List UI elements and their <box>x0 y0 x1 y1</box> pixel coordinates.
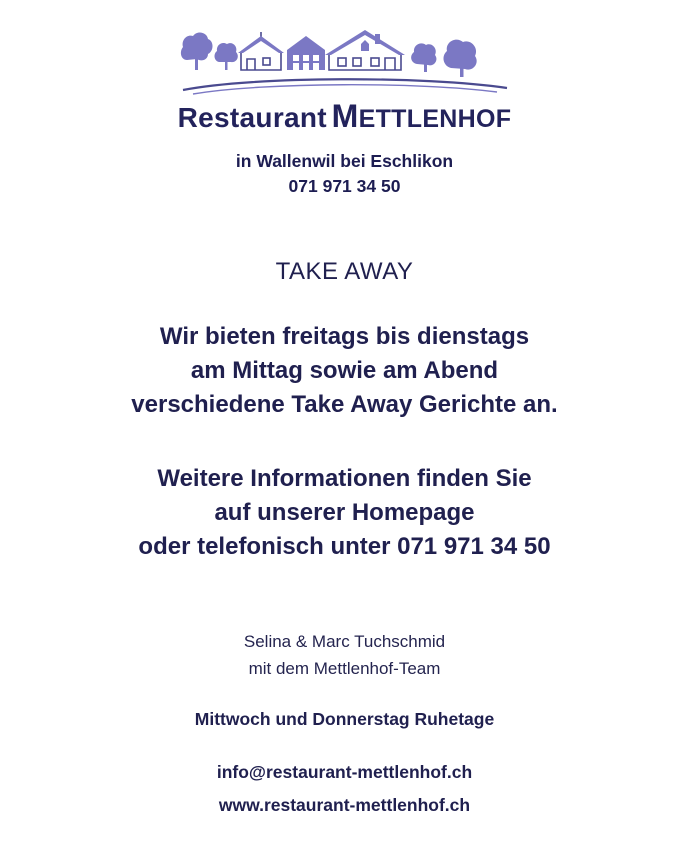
page-title: TAKE AWAY <box>275 257 414 285</box>
info-line-2: auf unserer Homepage <box>214 499 475 527</box>
signature-owners: Selina & Marc Tuchschmid <box>243 632 446 652</box>
signature-block <box>244 628 445 682</box>
closed-days-note: Mittwoch und Donnerstag Ruhetage <box>194 708 495 729</box>
logo-word-restaurant: Restaurant <box>177 102 327 133</box>
location-line: in Wallenwil bei Eschlikon <box>235 151 454 171</box>
contact-website[interactable]: www.restaurant-mettlenhof.ch <box>218 794 471 815</box>
info-line-1: Weitere Informationen finden Sie <box>157 464 532 492</box>
logo-block <box>160 18 530 135</box>
contact-email[interactable]: info@restaurant-mettlenhof.ch <box>216 761 473 782</box>
logo-word-mettlenhof <box>332 98 512 134</box>
offer-paragraph <box>131 320 557 422</box>
logo-wordmark <box>178 98 512 135</box>
header-subtitle <box>236 149 453 200</box>
signature-team: mit dem Mettlenhof-Team <box>248 659 441 679</box>
offer-line-1: Wir bieten freitags bis dienstags <box>159 322 530 350</box>
phone-line: 071 971 34 50 <box>288 176 401 197</box>
mettlenhof-farmhouse-logo-icon <box>175 18 515 96</box>
offer-line-2: am Mittag sowie am Abend <box>190 356 499 384</box>
info-paragraph <box>138 462 550 564</box>
logo-word-mettlenhof-rest: ETTLENHOF <box>358 105 512 133</box>
contact-block <box>217 756 472 823</box>
offer-line-3: verschiedene Take Away Gerichte an. <box>131 390 558 418</box>
info-line-3: oder telefonisch unter 071 971 34 50 <box>138 533 551 561</box>
logo-word-mettlenhof-cap: M <box>331 98 359 134</box>
